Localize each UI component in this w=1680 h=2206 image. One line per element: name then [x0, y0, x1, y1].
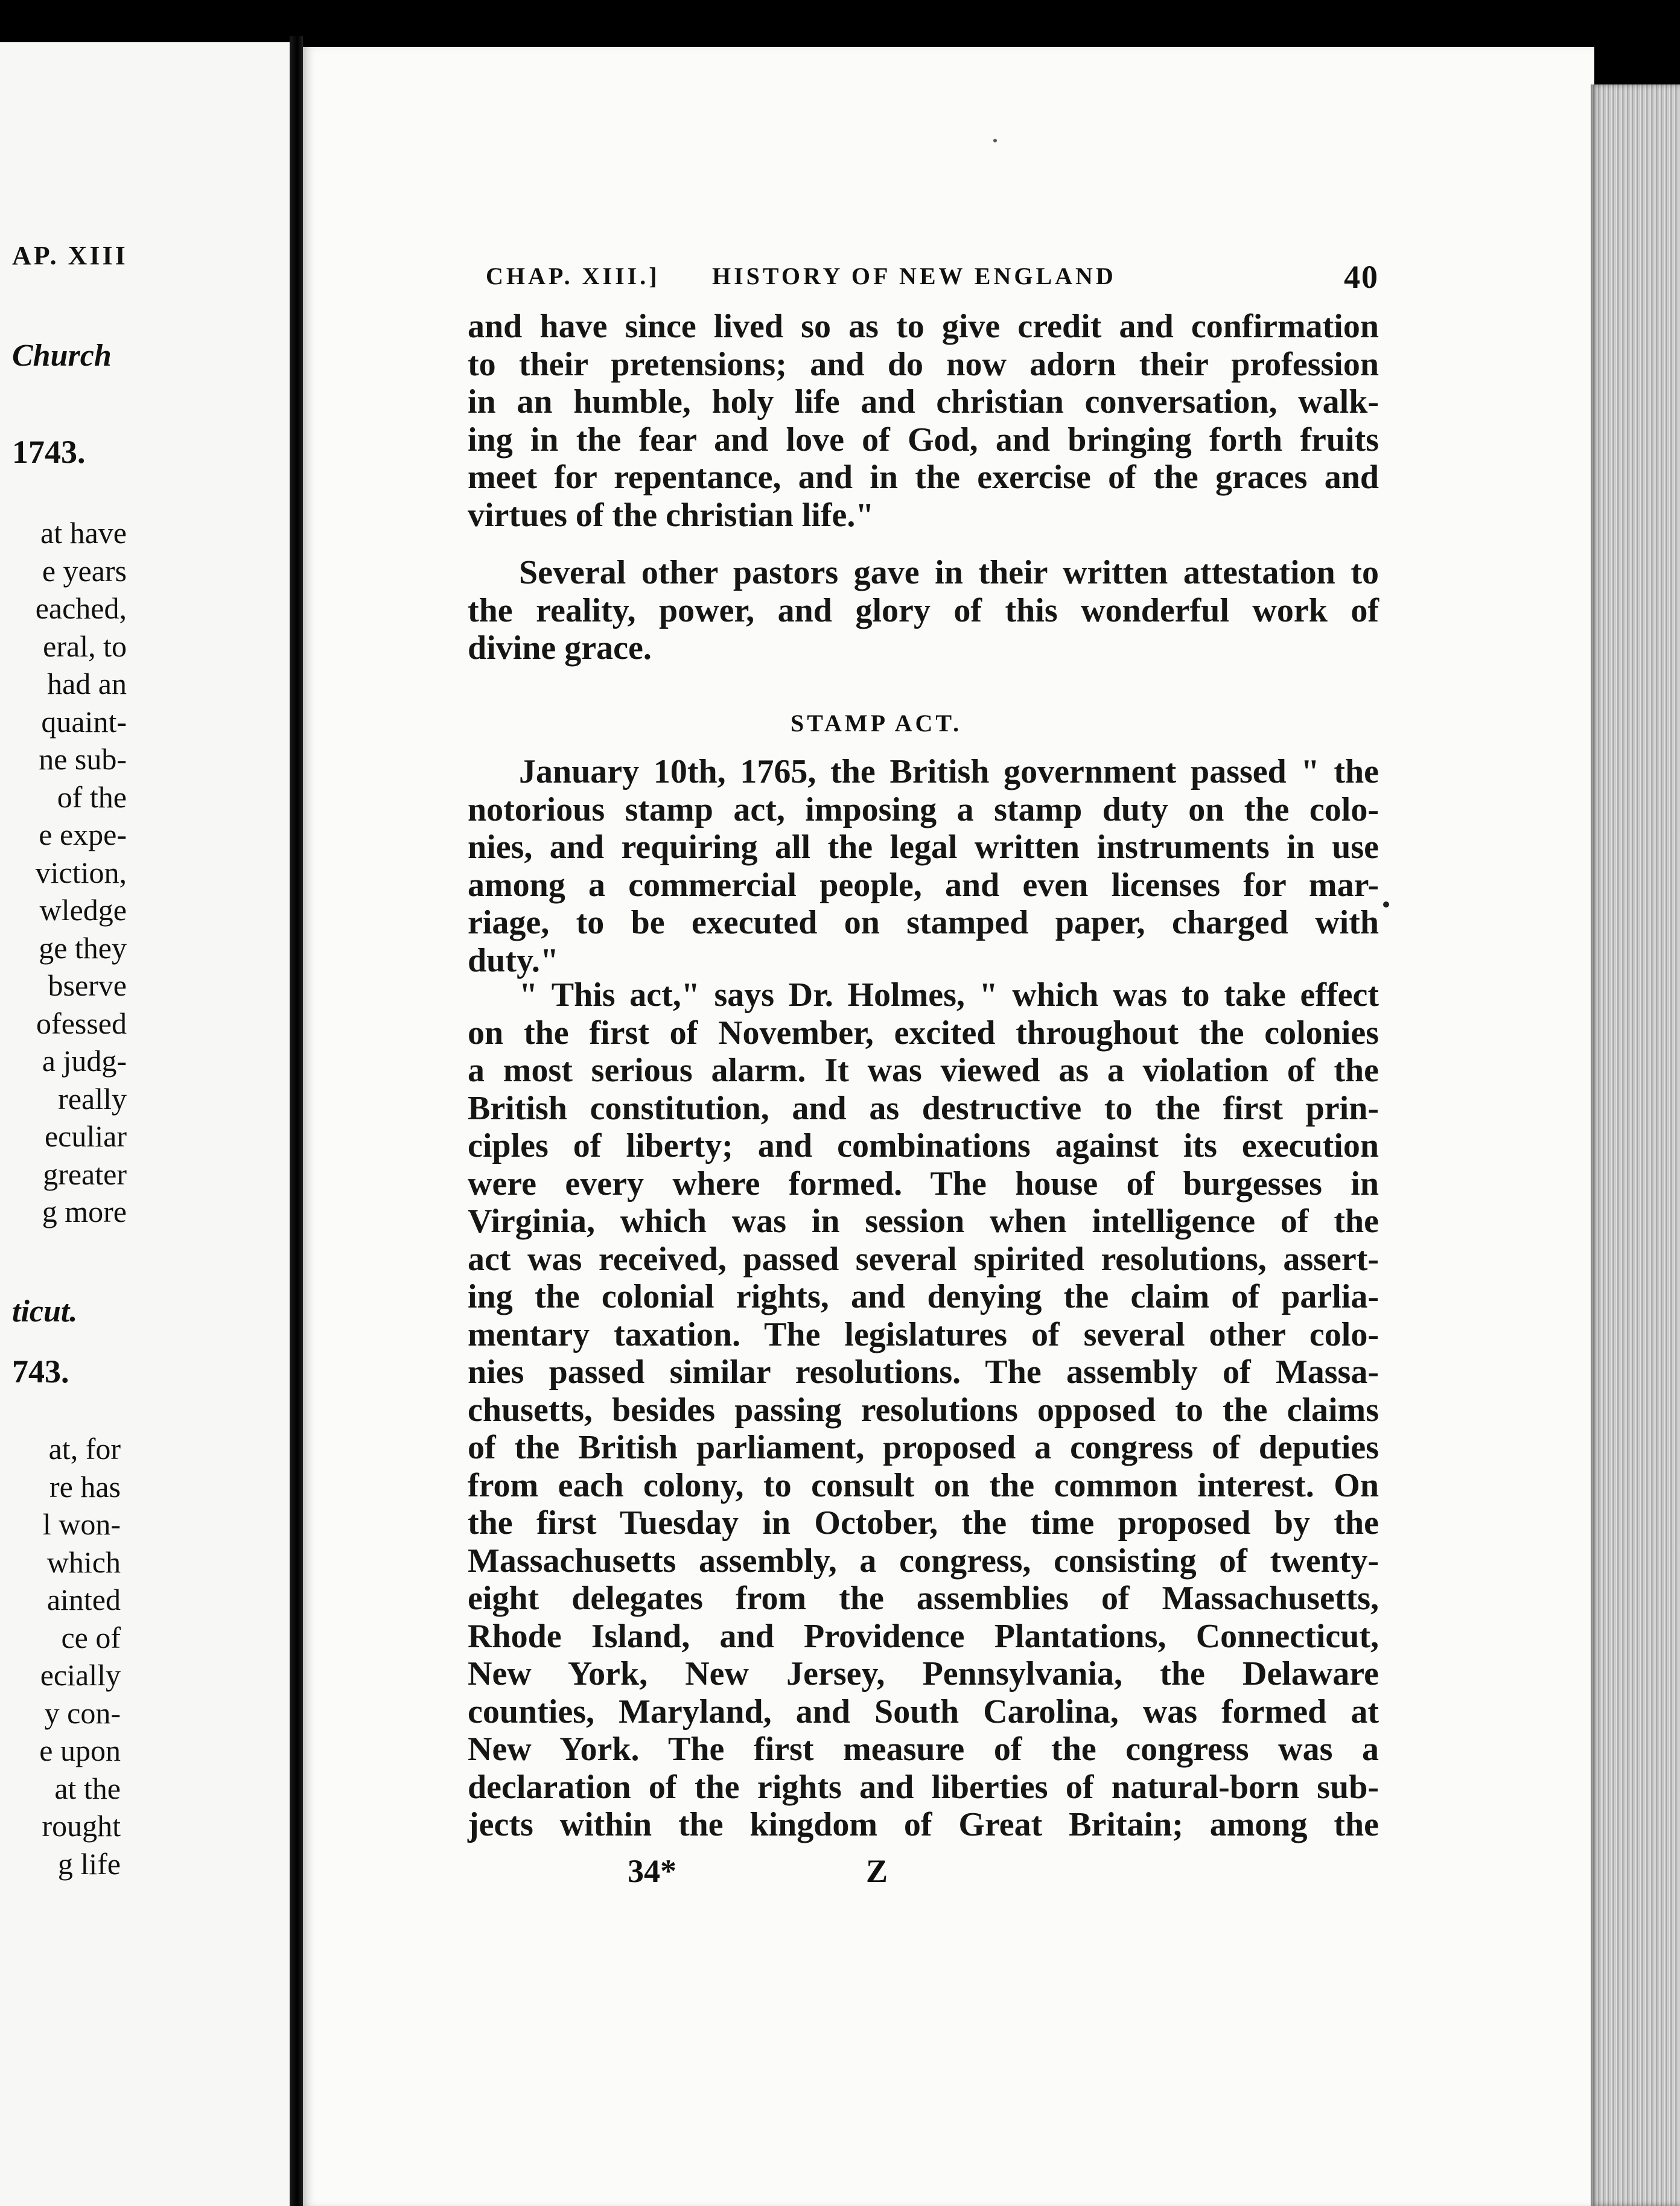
left-text-block-1 — [12, 514, 127, 1231]
left-text-line: ne sub- — [39, 742, 127, 776]
left-text-line: viction, — [35, 855, 127, 889]
left-subheading-1: Church — [12, 339, 112, 373]
paragraph-1 — [468, 308, 1379, 534]
left-page-fragment — [0, 42, 290, 2206]
text-line: Virginia, which was in session when intelligence of the — [468, 1203, 1379, 1240]
left-text-line: ecially — [40, 1658, 121, 1692]
text-line: to their pretensions; and do now adorn their profession — [468, 345, 1379, 383]
left-text-line: ge they — [39, 930, 127, 965]
left-text-block-2 — [12, 1430, 121, 1883]
paragraph-4 — [468, 976, 1379, 1844]
left-text-line: e expe- — [39, 818, 127, 851]
left-text-line: eral, to — [43, 629, 127, 663]
text-line: of the British parliament, proposed a congress of deputies — [468, 1429, 1379, 1466]
text-line: act was received, passed several spirited resolutions, assert- — [468, 1240, 1379, 1278]
left-text-line: at the — [54, 1771, 121, 1805]
scan-speck — [1383, 901, 1389, 908]
section-heading: STAMP ACT. — [791, 710, 962, 737]
text-line: the first Tuesday in October, the time proposed by the — [468, 1504, 1379, 1542]
text-line: " This act," says Dr. Holmes, " which was to take effect — [519, 976, 1379, 1014]
left-text-line: re has — [49, 1469, 121, 1504]
left-text-line: a judg- — [42, 1044, 127, 1078]
left-text-line: ofessed — [36, 1006, 127, 1040]
text-line: among a commercial people, and even licenses for mar- — [468, 866, 1379, 904]
left-text-line: l won- — [42, 1507, 121, 1541]
text-line: mentary taxation. The legislatures of several other colo- — [468, 1315, 1379, 1353]
left-text-line: bserve — [48, 968, 127, 1002]
left-subheading-2: ticut. — [12, 1294, 78, 1329]
text-line: notorious stamp act, imposing a stamp duty on the colo- — [468, 790, 1379, 828]
text-line: were every where formed. The house of burgesses in — [468, 1165, 1379, 1203]
left-year-2: 743. — [12, 1353, 69, 1390]
left-text-line: really — [58, 1081, 127, 1116]
left-text-line: ainted — [46, 1583, 121, 1616]
text-line: divine grace. — [468, 629, 652, 667]
page-edge-stack — [1591, 84, 1680, 2206]
left-text-line: eached, — [35, 591, 127, 625]
text-line: ciples of liberty; and combinations against its execution — [468, 1127, 1379, 1165]
paragraph-3 — [468, 753, 1379, 979]
text-line: ing the colonial rights, and denying the claim of parlia- — [468, 1278, 1379, 1315]
left-text-line: y con- — [44, 1696, 121, 1730]
page-number: 40 — [1344, 259, 1379, 295]
text-line: the reality, power, and glory of this wonderful work of — [468, 591, 1379, 629]
left-text-line: e upon — [39, 1734, 121, 1767]
book-title: HISTORY OF NEW ENGLAND — [712, 262, 1116, 290]
left-text-line: eculiar — [44, 1119, 127, 1153]
text-line: meet for repentance, and in the exercise of the graces and — [468, 459, 1379, 496]
left-text-line: had an — [47, 667, 127, 701]
signature-mark: 34* — [628, 1853, 676, 1889]
text-line: nies passed similar resolutions. The assembly of Massa- — [468, 1353, 1379, 1391]
text-line: from each colony, to consult on the common interest. On — [468, 1466, 1379, 1504]
paragraph-2 — [468, 554, 1379, 667]
text-line: ing in the fear and love of God, and bringing forth fruits — [468, 421, 1379, 459]
scan-speck — [993, 139, 997, 142]
text-line: declaration of the rights and liberties of natural-born sub- — [468, 1768, 1379, 1806]
text-line: nies, and requiring all the legal written instruments in use — [468, 828, 1379, 866]
running-head — [486, 259, 1379, 298]
left-text-line: at have — [40, 516, 127, 550]
left-text-line: rought — [42, 1809, 121, 1843]
text-line: and have since lived so as to give credit and confirmation — [468, 308, 1379, 345]
left-text-line: which — [46, 1545, 121, 1579]
left-text-line: ce of — [61, 1620, 121, 1654]
text-line: virtues of the christian life." — [468, 496, 874, 534]
text-line: a most serious alarm. It was viewed as a violation of the — [468, 1052, 1379, 1089]
text-line: January 10th, 1765, the British government passed " the — [519, 753, 1379, 790]
left-text-line: quaint- — [41, 704, 127, 739]
left-running-head: AP. XIII — [12, 241, 128, 270]
left-text-line: e years — [42, 553, 127, 588]
page-footer — [628, 1852, 929, 1895]
left-text-line: greater — [43, 1157, 127, 1191]
left-text-line: at, for — [48, 1432, 121, 1466]
text-line: eight delegates from the assemblies of Massachusetts, — [468, 1580, 1379, 1617]
text-line: British constitution, and as destructive to the first prin- — [468, 1089, 1379, 1127]
left-text-line: wledge — [39, 893, 127, 927]
gathering-mark: Z — [866, 1853, 888, 1889]
text-line: jects within the kingdom of Great Britain; among the — [468, 1806, 1379, 1843]
left-year-1: 1743. — [12, 434, 86, 470]
text-line: Several other pastors gave in their written attestation to — [519, 554, 1379, 591]
text-line: Rhode Island, and Providence Plantations, Connecticut, — [468, 1617, 1379, 1655]
left-text-line: g more — [42, 1195, 127, 1229]
left-page-content — [12, 42, 290, 2206]
text-line: riage, to be executed on stamped paper, charged with — [468, 904, 1379, 941]
chapter-label: CHAP. XIII.] — [486, 262, 660, 290]
text-line: New York, New Jersey, Pennsylvania, the Delaware — [468, 1655, 1379, 1693]
text-line: duty." — [468, 941, 559, 979]
text-line: Massachusetts assembly, a congress, consisting of twenty- — [468, 1542, 1379, 1580]
left-text-line: of the — [57, 780, 127, 814]
text-line: chusetts, besides passing resolutions opposed to the claims — [468, 1391, 1379, 1429]
text-line: counties, Maryland, and South Carolina, was formed at — [468, 1693, 1379, 1731]
text-line: in an humble, holy life and christian conversation, walk- — [468, 383, 1379, 421]
book-gutter — [290, 36, 303, 2206]
text-line: New York. The first measure of the congress was a — [468, 1731, 1379, 1768]
left-text-line: g life — [57, 1846, 121, 1881]
text-line: on the first of November, excited throughout the colonies — [468, 1014, 1379, 1052]
